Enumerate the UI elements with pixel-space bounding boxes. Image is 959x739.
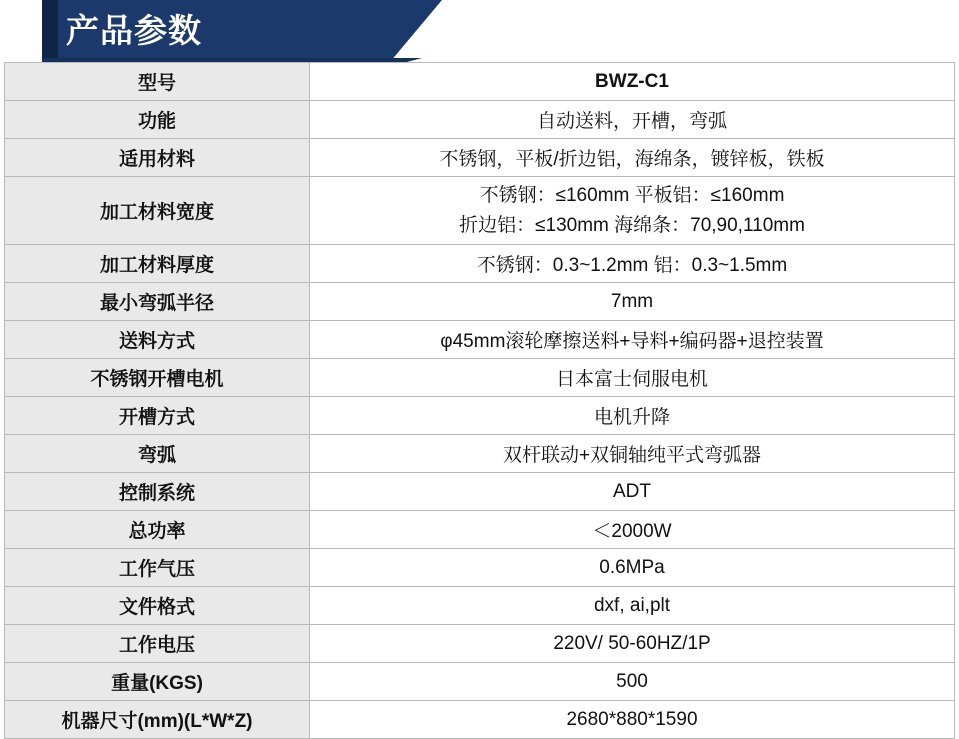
spec-value: 220V/ 50-60HZ/1P bbox=[310, 625, 955, 663]
spec-table-body bbox=[5, 63, 955, 739]
spec-value: ＜2000W bbox=[310, 511, 955, 549]
spec-value bbox=[310, 177, 955, 245]
page-title: 产品参数 bbox=[66, 12, 202, 49]
spec-label: 工作气压 bbox=[5, 549, 310, 587]
spec-label: 送料方式 bbox=[5, 321, 310, 359]
spec-label: 机器尺寸(mm)(L*W*Z) bbox=[5, 701, 310, 739]
spec-label: 功能 bbox=[5, 101, 310, 139]
spec-label: 总功率 bbox=[5, 511, 310, 549]
table-row bbox=[5, 245, 955, 283]
table-row bbox=[5, 283, 955, 321]
table-row bbox=[5, 101, 955, 139]
banner-accent-bar bbox=[42, 0, 58, 62]
page-banner bbox=[0, 0, 959, 62]
spec-value: 不锈钢，平板/折边铝，海绵条，镀锌板，铁板 bbox=[310, 139, 955, 177]
table-row bbox=[5, 359, 955, 397]
spec-value: 7mm bbox=[310, 283, 955, 321]
table-row bbox=[5, 549, 955, 587]
table-row bbox=[5, 397, 955, 435]
spec-label: 开槽方式 bbox=[5, 397, 310, 435]
spec-value-line-2: 折边铝：≤130mm 海绵条：70,90,110mm bbox=[459, 214, 805, 236]
spec-label: 重量(KGS) bbox=[5, 663, 310, 701]
spec-value: 自动送料，开槽，弯弧 bbox=[310, 101, 955, 139]
table-row bbox=[5, 587, 955, 625]
table-row bbox=[5, 701, 955, 739]
spec-value: φ45mm滚轮摩擦送料+导料+编码器+退控装置 bbox=[310, 321, 955, 359]
spec-label: 型号 bbox=[5, 63, 310, 101]
spec-value: 电机升降 bbox=[310, 397, 955, 435]
spec-label: 弯弧 bbox=[5, 435, 310, 473]
table-row bbox=[5, 435, 955, 473]
spec-value: 2680*880*1590 bbox=[310, 701, 955, 739]
spec-value-line-1: 不锈钢：≤160mm 平板铝：≤160mm bbox=[479, 184, 785, 206]
table-row bbox=[5, 139, 955, 177]
spec-label: 加工材料宽度 bbox=[5, 177, 310, 245]
spec-label: 最小弯弧半径 bbox=[5, 283, 310, 321]
spec-value: 不锈钢：0.3~1.2mm 铝：0.3~1.5mm bbox=[310, 245, 955, 283]
spec-value: ADT bbox=[310, 473, 955, 511]
spec-label: 文件格式 bbox=[5, 587, 310, 625]
spec-label: 加工材料厚度 bbox=[5, 245, 310, 283]
table-row bbox=[5, 511, 955, 549]
spec-label: 工作电压 bbox=[5, 625, 310, 663]
table-row bbox=[5, 63, 955, 101]
spec-value: 500 bbox=[310, 663, 955, 701]
table-row bbox=[5, 663, 955, 701]
spec-value: 0.6MPa bbox=[310, 549, 955, 587]
table-row bbox=[5, 177, 955, 245]
spec-table bbox=[4, 62, 955, 739]
spec-value: BWZ-C1 bbox=[310, 63, 955, 101]
spec-label: 控制系统 bbox=[5, 473, 310, 511]
spec-value: 双杆联动+双铜轴纯平式弯弧器 bbox=[310, 435, 955, 473]
table-row bbox=[5, 473, 955, 511]
table-row bbox=[5, 625, 955, 663]
banner-underline bbox=[42, 58, 422, 62]
spec-value: 日本富士伺服电机 bbox=[310, 359, 955, 397]
spec-value: dxf, ai,plt bbox=[310, 587, 955, 625]
spec-label: 适用材料 bbox=[5, 139, 310, 177]
spec-label: 不锈钢开槽电机 bbox=[5, 359, 310, 397]
table-row bbox=[5, 321, 955, 359]
